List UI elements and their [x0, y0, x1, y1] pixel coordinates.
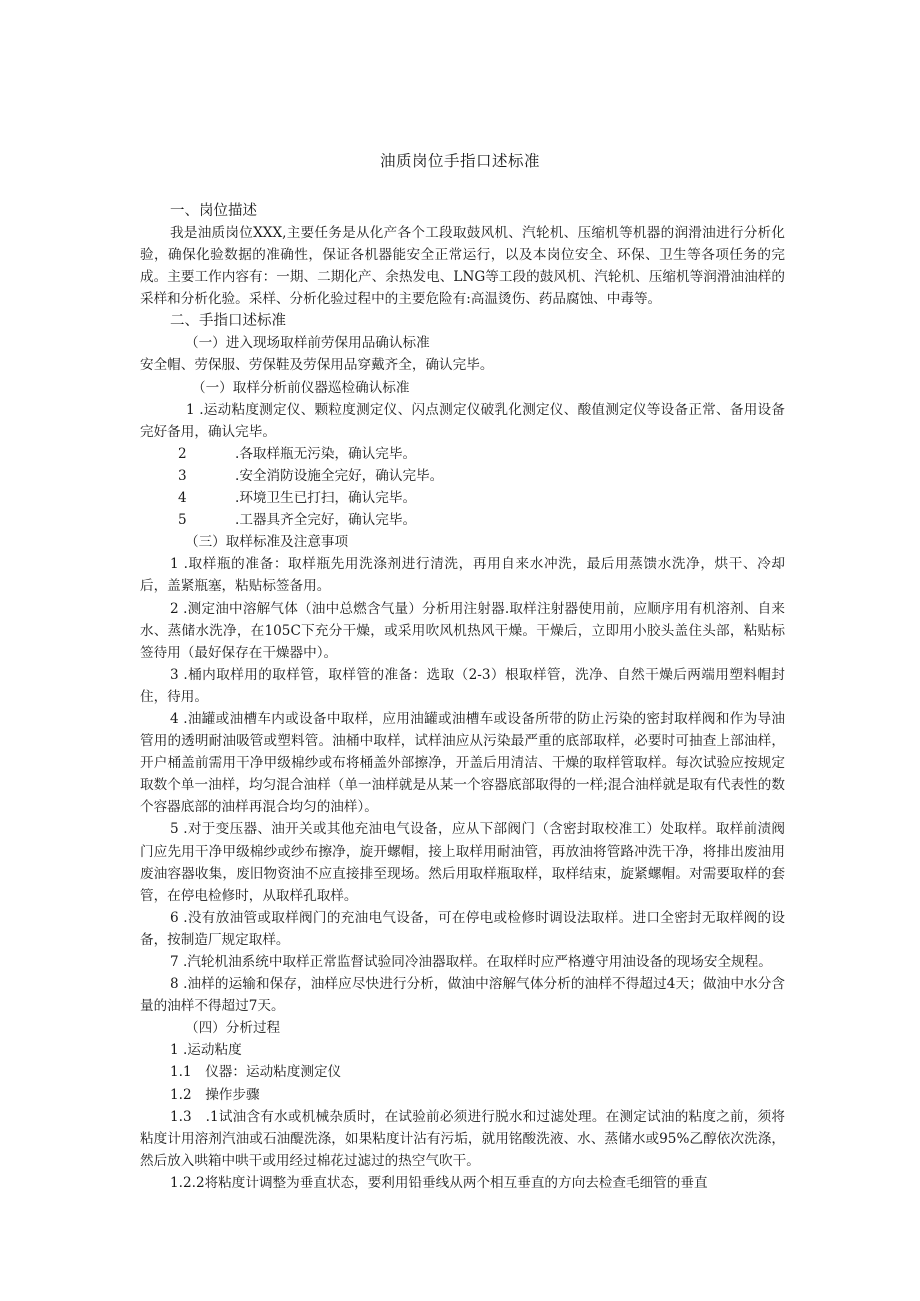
section-heading: 一、岗位描述	[170, 203, 257, 219]
paragraph: 8 .油样的运输和保存，油样应尽快进行分析，做油中溶解气体分析的油样不得超过4天；做油中水分含量的油样不得超过7天。	[140, 976, 785, 1015]
list-text: .安全消防设施全完好，确认完毕。	[235, 467, 444, 484]
paragraph: 3 .桶内取样用的取样管，取样管的准备：选取（2-3）根取样管，洗净、自然干燥后两端用塑料帽封住，待用。	[140, 666, 785, 705]
list-text: .环境卫生已打扫，确认完毕。	[235, 490, 417, 507]
paragraph: 1 .取样瓶的准备：取样瓶先用洗涤剂进行清洗，再用自来水冲洗，最后用蒸馈水洗净，烘干、冷却后，盖紧瓶塞，粘贴标签备用。	[140, 556, 785, 595]
paragraph: 1.2.2将粘度计调整为垂直状态，要利用铅垂线从两个相互垂直的方向去检查毛细管的垂直	[170, 1174, 708, 1191]
list-number: 5	[178, 512, 187, 529]
paragraph: 6 .没有放油管或取样阀门的充油电气设备，可在停电或检修时调设法取样。进口全密封无取样阀的设备，按制造厂规定取样。	[140, 909, 785, 948]
list-item	[140, 465, 785, 487]
list-text: .各取样瓶无污染，确认完毕。	[235, 445, 417, 462]
paragraph: 4 .油罐或油槽车内或设备中取样，应用油罐或油槽车或设备所带的防止污染的密封取样阀和作为导油管用的透明耐油吸管或塑料管。油桶中取样，试样油应从污染最严重的底部取样，必要时可抽查上部油样，开户桶盖前需用干净甲级棉纱或布将桶盖外部擦净，开盖后用清洁、干燥的取样管取样。每次试验应按规定取数个单一油样，均匀混合油样（单一油样就是从某一个容器底部取得的一样;混合油样就是取有代表性的数个容器底部的油样再混合均匀的油样）。	[140, 710, 785, 816]
section-heading: 二、手指口述标准	[170, 313, 286, 330]
list-item	[140, 509, 785, 531]
subsection-heading: （四）分析过程	[185, 1020, 281, 1037]
list-number: 2	[178, 445, 187, 462]
subsection-heading: （一）取样分析前仪器巡检确认标准	[192, 379, 410, 396]
paragraph: 安全帽、劳保服、劳保鞋及劳保用品穿戴齐全，确认完毕。	[140, 357, 494, 374]
subsection-heading: （一）进入现场取样前劳保用品确认标准	[185, 335, 430, 352]
list-item	[140, 487, 785, 509]
list-item: 1 .运动粘度测定仪、颗粒度测定仪、闪点测定仪破乳化测定仪、酸值测定仪等设备正常、备用设备完好备用，确认完毕。	[140, 401, 785, 440]
list-text: .工器具齐全完好，确认完毕。	[235, 512, 417, 529]
list-item	[140, 443, 785, 465]
paragraph: 1.1 仪器：运动粘度测定仪	[170, 1064, 342, 1081]
list-number: 3	[178, 467, 187, 484]
paragraph: 5 .对于变压器、油开关或其他充油电气设备，应从下部阀门（含密封取校准工）处取样。取样前渍阀门应先用干净甲级棉纱或纱布擦净，旋开螺帽，接上取样用耐油管，再放油将管路冲洗干净，将排出废油用废油容器收集，废旧物资油不应直接排至现场。然后用取样瓶取样，取样结束，旋紧螺帽。对需要取样的套管，在停电检修时，从取样孔取样。	[140, 821, 785, 904]
paragraph: 1.2 操作步骤	[170, 1086, 260, 1103]
subsection-heading: （三）取样标准及注意事项	[185, 534, 349, 551]
paragraph: 7 .汽轮机油系统中取样正常监督试验同冷油器取样。在取样时应严格遵守用油设备的现场安全规程。	[170, 954, 772, 970]
paragraph: 1 .运动粘度	[170, 1042, 242, 1059]
paragraph: 2 .测定油中溶解气体（油中总燃含气量）分析用注射器.取样注射器使用前，应顺序用有机溶剂、自来水、蒸储水洗净，在105C下充分干燥，或采用吹风机热风干燥。干燥后，立即用小胶头盖住头部，粘贴标签待用（最好保存在干燥器中）。	[140, 600, 785, 661]
document-title: 油质岗位手指口述标准	[379, 152, 540, 170]
paragraph: 1.3 .1试油含有水或机械杂质时，在试验前必须进行脱水和过滤处理。在测定试油的粘度之前，须将粘度计用溶剂汽油或石油醍洗涤，如果粘度计沾有污垢，就用铭酸洗液、水、蒸储水或95%乙醇依次洗涤，然后放入哄箱中哄干或用经过棉花过滤过的热空气吹干。	[140, 1108, 785, 1169]
list-number: 4	[178, 490, 187, 507]
paragraph: 我是油质岗位XXX,主要任务是从化产各个工段取鼓风机、汽轮机、压缩机等机器的润滑油进行分析化验，确保化验数据的准确性，保证各机器能安全正常运行，以及本岗位安全、环保、卫生等各项任务的完成。主要工作内容有：一期、二期化产、余热发电、LNG等工段的鼓风机、汽轮机、压缩机等润滑油油样的采样和分析化验。采样、分析化验过程中的主要危险有:高温烫伤、药品腐蚀、中毒等。	[140, 225, 785, 308]
document-body	[140, 200, 785, 1194]
